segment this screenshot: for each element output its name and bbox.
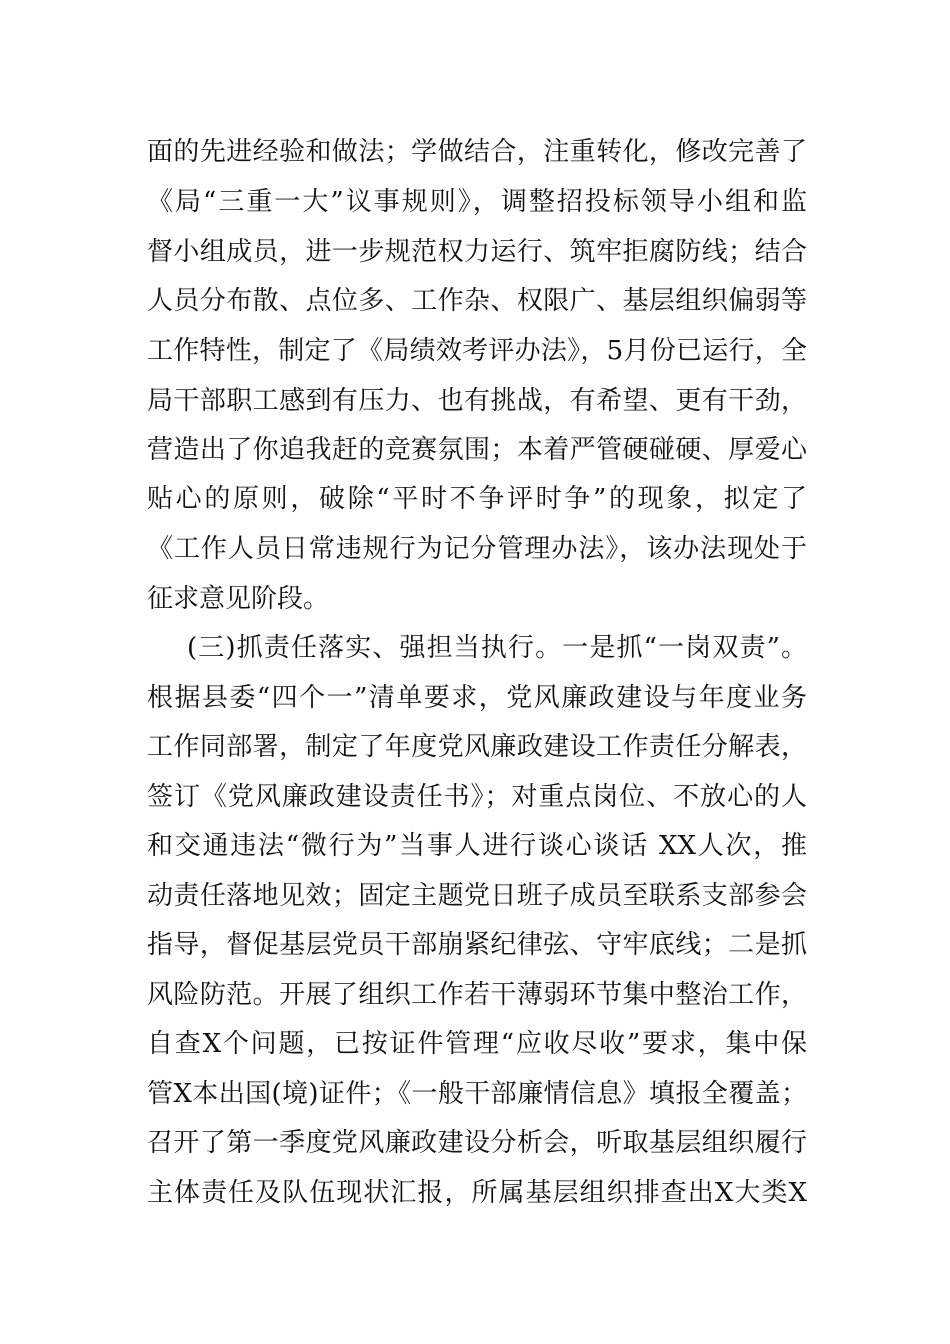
- text-line-12: 根据县委“四个一”清单要求，党风廉政建设与年度业务: [147, 683, 807, 713]
- text-line-4: 人员分布散、点位多、工作杂、权限广、基层组织偏弱等: [147, 286, 807, 316]
- text-line-21: 召开了第一季度党风廉政建设分析会，听取基层组织履行: [147, 1128, 807, 1158]
- text-line-20: 管X本出国(境)证件；《一般干部廉情信息》填报全覆盖；: [147, 1079, 807, 1109]
- text-line-19: 自查X个问题，已按证件管理“应收尽收”要求，集中保: [147, 1029, 807, 1059]
- text-line-10: 征求意见阶段。: [147, 584, 330, 614]
- text-line-18: 风险防范。开展了组织工作若干薄弱环节集中整治工作，: [147, 980, 807, 1010]
- section-heading-line: (三)抓责任落实、强担当执行。一是抓“一岗双责”。: [187, 633, 807, 663]
- text-line-8: 贴心的原则，破除“平时不争评时争”的现象，拟定了: [147, 484, 807, 514]
- text-line-9: 《工作人员日常违规行为记分管理办法》，该办法现处于: [147, 534, 807, 564]
- text-line-16: 动责任落地见效；固定主题党日班子成员至联系支部参会: [147, 881, 807, 911]
- text-line-15: 和交通违法“微行为”当事人进行谈心谈话 XX人次，推: [147, 831, 807, 861]
- text-line-7: 营造出了你追我赶的竞赛氛围；本着严管硬碰硬、厚爱心: [147, 435, 807, 465]
- text-line-22: 主体责任及队伍现状汇报，所属基层组织排查出X大类X: [147, 1178, 807, 1208]
- text-line-17: 指导，督促基层党员干部崩紧纪律弦、守牢底线；二是抓: [147, 930, 807, 960]
- text-line-13: 工作同部署，制定了年度党风廉政建设工作责任分解表，: [147, 732, 807, 762]
- text-line-5: 工作特性，制定了《局绩效考评办法》，5月份已运行，全: [147, 336, 807, 366]
- text-line-6: 局干部职工感到有压力、也有挑战，有希望、更有干劲，: [147, 386, 807, 416]
- text-line-2: 《局“三重一大”议事规则》，调整招投标领导小组和监: [147, 187, 807, 217]
- text-line-1: 面的先进经验和做法；学做结合，注重转化，修改完善了: [147, 137, 807, 167]
- text-line-14: 签订《党风廉政建设责任书》；对重点岗位、不放心的人: [147, 782, 807, 812]
- text-line-3: 督小组成员，进一步规范权力运行、筑牢拒腐防线；结合: [147, 237, 807, 267]
